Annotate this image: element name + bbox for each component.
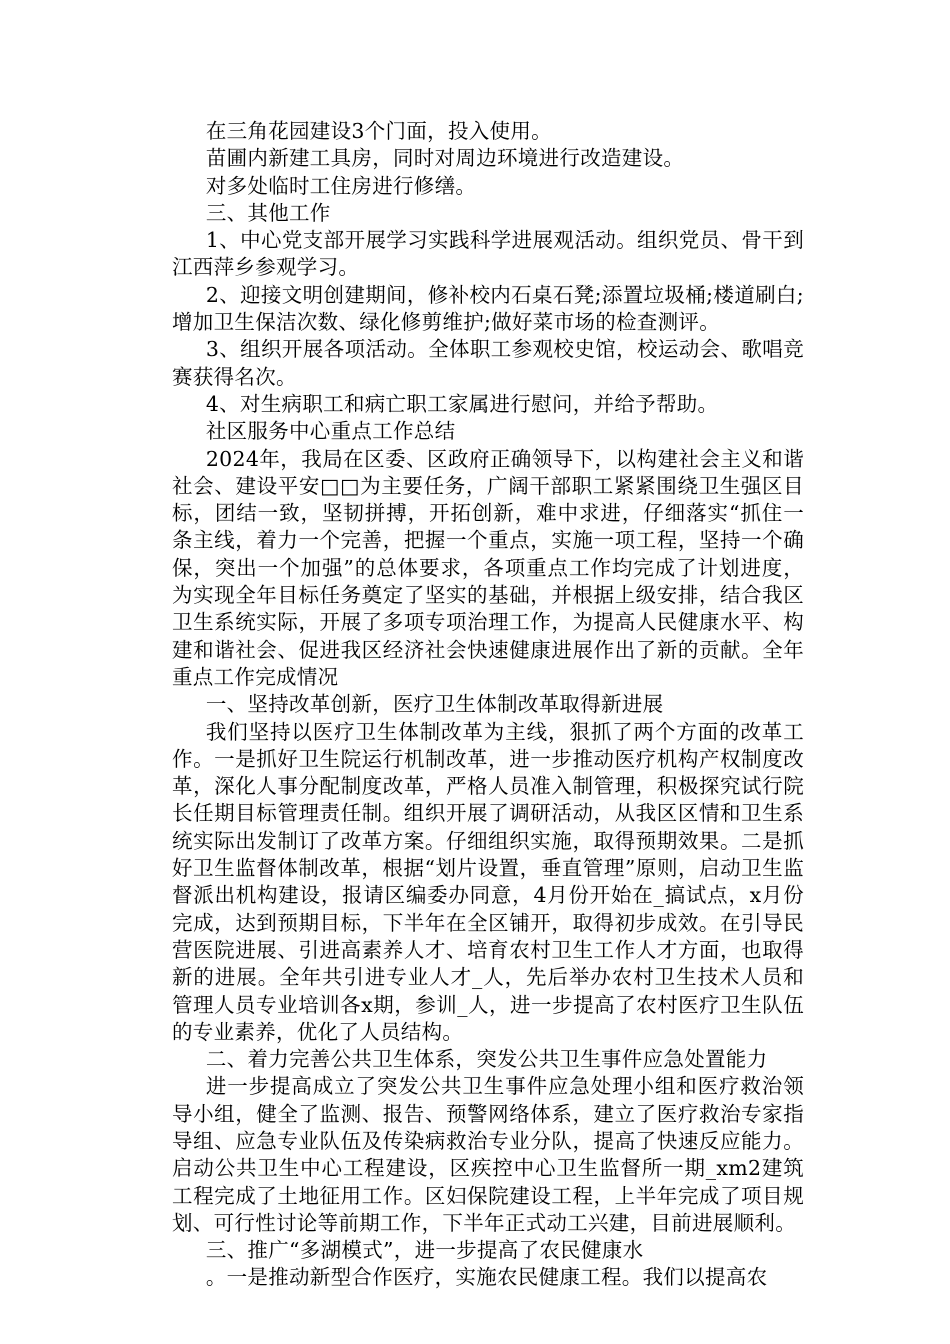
section-heading: 一、坚持改革创新，医疗卫生体制改革取得新进展 — [205, 692, 664, 717]
paragraph: 我们坚持以医疗卫生体制改革为主线，狠抓了两个方面的改革工作。一是抓好卫生院运行机制改革，进一步推动医疗机构产权制度改革，深化人事分配制度改革，严格人员准入制管理，积极探究试行院长任期目标管理责任制。组织开展了调研活动，从我区区情和卫生系统实际出发制订了改革方案。仔细组织实施，取得预期效果。二是抓好卫生监督体制改革，根据“划片设置，垂直管理”原则，启动卫生监督派出机构建设，报请区编委办同意，4月份开始在_搞试点，x月份完成，达到预期目标，下半年在全区铺开，取得初步成效。在引导民营医院进展、引进高素养人才、培育农村卫生工作人才方面，也取得新的进展。全年共引进专业人才_人，先后举办农村卫生技术人员和管理人员专业培训各x期，参训_人，进一步提高了农村医疗卫生队伍的专业素养，优化了人员结构。 — [172, 719, 804, 1044]
section-heading: 二、着力完善公共卫生体系，突发公共卫生事件应急处置能力 — [205, 1047, 768, 1072]
paragraph: 进一步提高成立了突发公共卫生事件应急处理小组和医疗救治领导小组，健全了监测、报告、预警网络体系，建立了医疗救治专家指导组、应急专业队伍及传染病救治专业分队，提高了快速反应能力。启动公共卫生中心工程建设，区疾控中心卫生监督所一期_xm2建筑工程完成了土地征用工作。区妇保院建设工程，上半年完成了项目规划、可行性讨论等前期工作，下半年正式动工兴建，目前进展顺利。 — [172, 1074, 804, 1235]
section-heading: 三、推广“多湖模式”，进一步提高了农民健康水 — [205, 1238, 644, 1263]
paragraph: 2、迎接文明创建期间，修补校内石桌石凳;添置垃圾桶;楼道刷白;增加卫生保洁次数、绿化修剪维护;做好菜市场的检查测评。 — [172, 282, 804, 335]
paragraph: 苗圃内新建工具房，同时对周边环境进行改造建设。 — [205, 146, 685, 171]
document-page — [172, 118, 804, 1292]
document-title: 社区服务中心重点工作总结 — [205, 419, 456, 444]
paragraph: 4、对生病职工和病亡职工家属进行慰问，并给予帮助。 — [205, 391, 719, 416]
paragraph: 在三角花园建设3个门面，投入使用。 — [205, 119, 552, 143]
paragraph: 3、组织开展各项活动。全体职工参观校史馆，校运动会、歌唱竞赛获得名次。 — [172, 337, 804, 389]
paragraph: 2024年，我局在区委、区政府正确领导下，以构建社会主义和谐社会、建设平安□□为主要任务，广阔干部职工紧紧围绕卫生强区目标，团结一致，坚韧拼搏，开拓创新，难中求进，仔细落实“抓住一条主线，着力一个完善，把握一个重点，实施一项工程，坚持一个确保，突出一个加强”的总体要求，各项重点工作均完成了计划进度，为实现全年目标任务奠定了坚实的基础，并根据上级安排，结合我区卫生系统实际，开展了多项专项治理工作，为提高人民健康水平、构建和谐社会、促进我区经济社会快速健康进展作出了新的贡献。全年重点工作完成情况 — [172, 446, 804, 689]
section-heading: 三、其他工作 — [205, 200, 331, 225]
paragraph: 。一是推动新型合作医疗，实施农民健康工程。我们以提高农 — [205, 1265, 768, 1290]
paragraph: 对多处临时工住房进行修缮。 — [205, 173, 477, 198]
paragraph: 1、中心党支部开展学习实践科学进展观活动。组织党员、骨干到江西萍乡参观学习。 — [172, 228, 804, 280]
